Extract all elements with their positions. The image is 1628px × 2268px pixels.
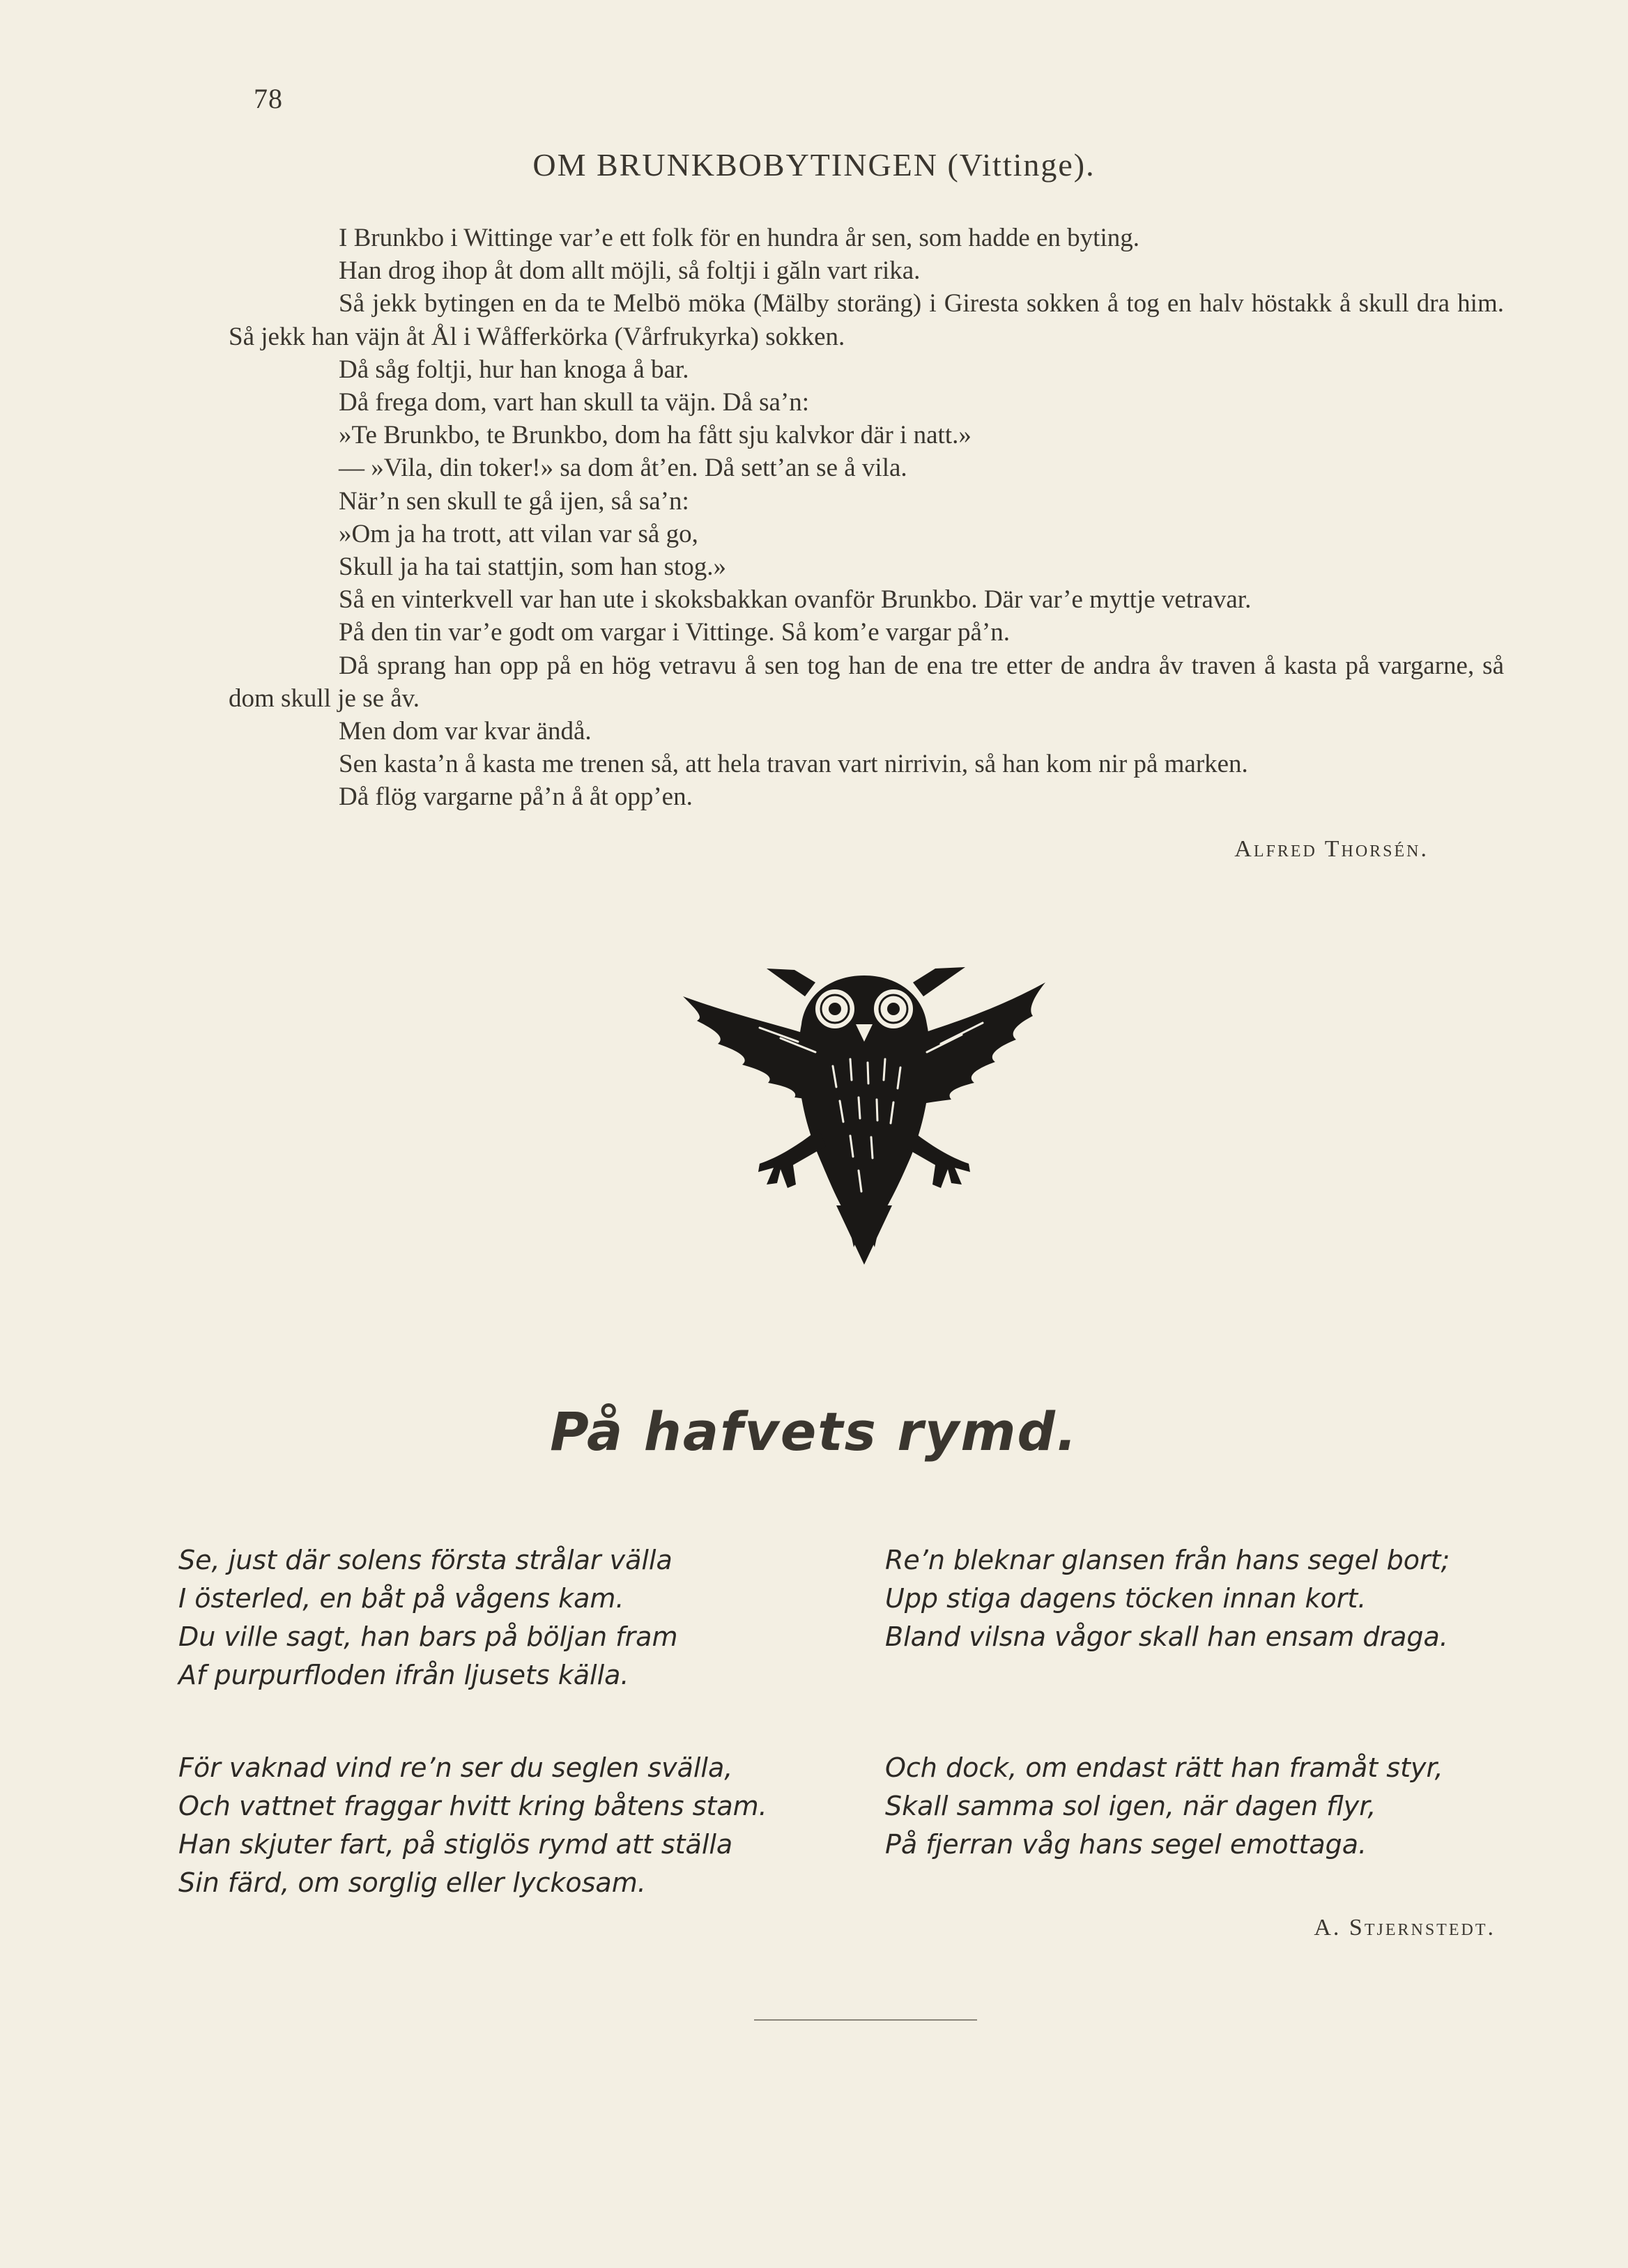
- story-title: OM BRUNKBOBYTINGEN (Vittinge).: [532, 147, 1096, 183]
- poem-line: Re’n bleknar glansen från hans segel bort;: [885, 1545, 1450, 1575]
- poem-line: För vaknad vind re’n ser du seglen svälla,: [178, 1752, 733, 1783]
- story-paragraph: På den tin var’e godt om vargar i Vittinge. Så kom’e vargar på’n.: [339, 618, 1010, 647]
- poem-line: Upp stiga dagens töcken innan kort.: [885, 1583, 1367, 1614]
- story-paragraph: [229, 287, 1504, 353]
- owl-icon: [676, 948, 1052, 1268]
- story-paragraph: Då såg foltji, hur han knoga å bar.: [339, 355, 689, 384]
- poem-stanza: [178, 1749, 767, 1902]
- poem-line: Du ville sagt, han bars på böljan fram: [178, 1621, 678, 1652]
- story-paragraph: Skull ja ha tai stattjin, som han stog.»: [339, 553, 726, 582]
- poem-stanza: [178, 1541, 677, 1695]
- poem-stanza: [885, 1541, 1450, 1656]
- story-body: [229, 222, 1504, 814]
- poem-line: Och dock, om endast rätt han framåt styr,: [885, 1752, 1443, 1783]
- end-rule: [754, 2019, 977, 2021]
- story-paragraph: Då frega dom, vart han skull ta väjn. Då sa’n:: [339, 388, 810, 417]
- poem-line: På fjerran våg hans segel emottaga.: [885, 1829, 1367, 1860]
- story-paragraph: Så en vinterkvell var han ute i skoksbakkan ovanför Brunkbo. Där var’e myttje vetravar.: [339, 585, 1252, 615]
- story-paragraph: Då sprang han opp på en hög vetravu å sen tog han de ena tre etter de andra åv traven å kasta på vargarne, så dom skull je se åv.: [229, 651, 1504, 713]
- story-paragraph: — »Vila, din toker!» sa dom åt’en. Då sett’an se å vila.: [339, 454, 907, 483]
- story-paragraph: »Te Brunkbo, te Brunkbo, dom ha fått sju kalvkor där i natt.»: [339, 421, 972, 450]
- poem-line: Sin färd, om sorglig eller lyckosam.: [178, 1867, 646, 1898]
- poem-line: Och vattnet fraggar hvitt kring båtens stam.: [178, 1791, 767, 1821]
- poem-stanza: [885, 1749, 1443, 1864]
- story-paragraph: »Om ja ha trott, att vilan var så go,: [339, 519, 698, 548]
- poem-line: Han skjuter fart, på stiglös rymd att ställa: [178, 1829, 733, 1860]
- story-paragraph-text: Så jekk bytingen en da te Melbö möka (Mälby storäng) i Giresta sokken å tog en halv höstakk å skull dra him. Så jekk han väjn åt Ål i Wåfferkörka (Vårfrukyrka) sokken.: [229, 289, 1504, 351]
- poem-line: Bland vilsna vågor skall han ensam draga.: [885, 1621, 1448, 1652]
- story-paragraph: Sen kasta’n å kasta me trenen så, att hela travan vart nirrivin, så han kom nir på marken.: [339, 750, 1248, 779]
- poem-title: På hafvets rymd.: [550, 1401, 1078, 1463]
- story-paragraph: I Brunkbo i Wittinge var’e ett folk för en hundra år sen, som hadde en byting.: [339, 224, 1139, 252]
- story-paragraph: Han drog ihop åt dom allt möjli, så foltji i găln vart rika.: [339, 256, 921, 286]
- story-paragraph: Då flög vargarne på’n å åt opp’en.: [339, 782, 693, 812]
- poem-line: Skall samma sol igen, när dagen flyr,: [885, 1791, 1376, 1821]
- poem-author: A. Stjernstedt.: [1314, 1915, 1496, 1941]
- story-paragraph: När’n sen skull te gå ijen, så sa’n:: [339, 486, 689, 516]
- poem-line: I österled, en båt på vågens kam.: [178, 1583, 624, 1614]
- story-author: Alfred Thorsén.: [1234, 836, 1429, 862]
- poem-line: Se, just där solens första strålar välla: [178, 1545, 673, 1575]
- poem-line: Af purpurfloden ifrån ljusets källa.: [178, 1660, 629, 1690]
- page-number: 78: [254, 83, 283, 114]
- story-paragraph: Men dom var kvar ändå.: [339, 717, 592, 746]
